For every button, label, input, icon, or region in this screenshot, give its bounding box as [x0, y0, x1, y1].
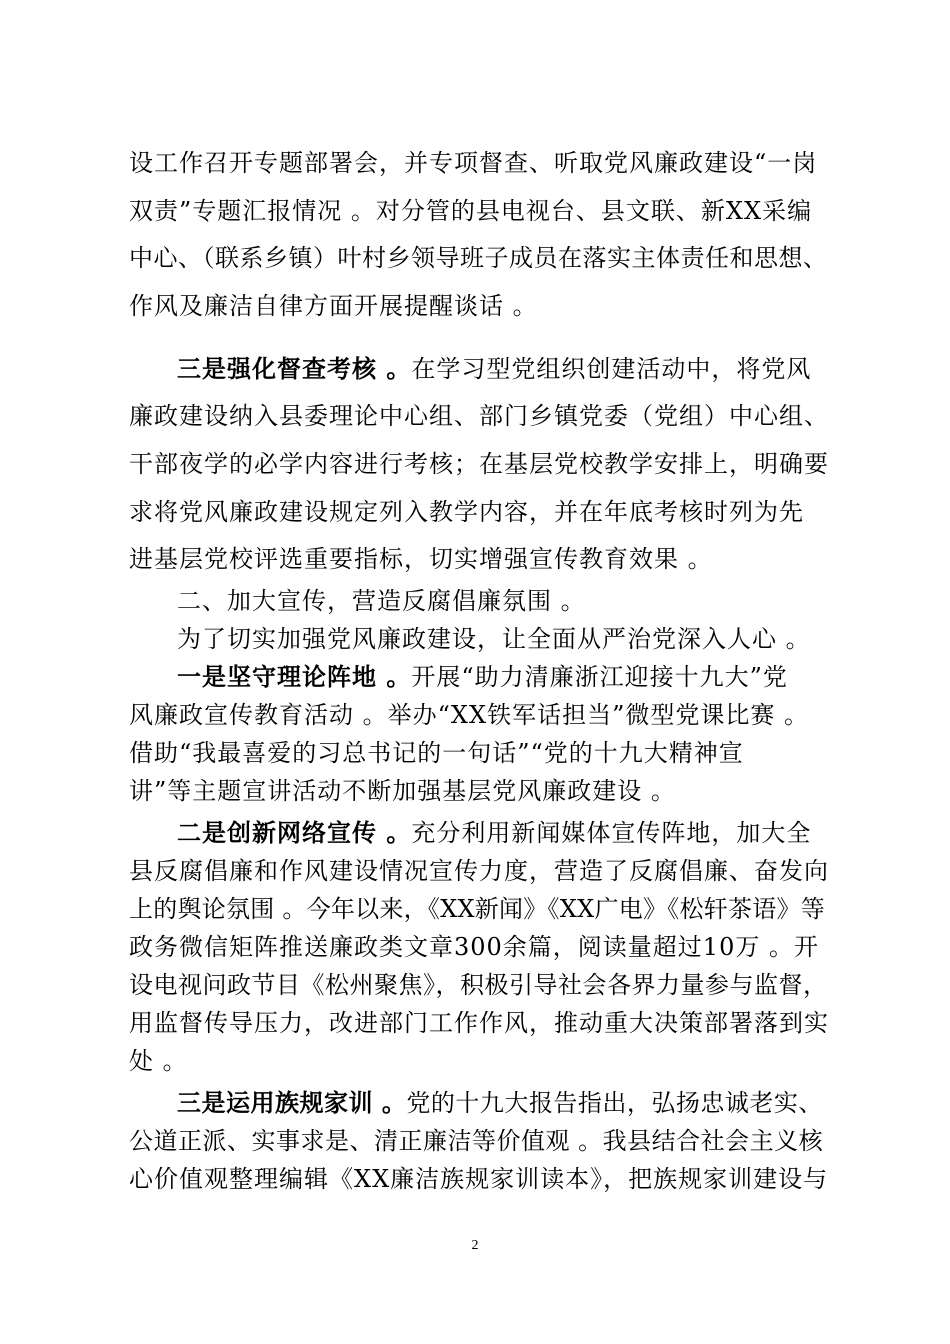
text-line [177, 624, 811, 654]
line-text: 干部夜学的必学内容进行考核；在基层党校教学安排上，明确要 [129, 450, 829, 478]
text-line [129, 932, 819, 962]
line-text: 廉政建设纳入县委理论中心组、部门乡镇党委（党组）中心组、 [129, 402, 829, 430]
line-text: 党的十九大报告指出，弘扬忠诚老实、 [406, 1089, 823, 1117]
text-line [177, 586, 586, 616]
line-text: 公道正派、实事求是、清正廉洁等价值观 。我县结合社会主义核 [129, 1127, 824, 1155]
text-line [129, 449, 829, 479]
line-text: 中心、（联系乡镇）叶村乡领导班子成员在落实主体责任和思想、 [129, 244, 828, 272]
text-line [129, 1008, 829, 1038]
bold-heading: 三是强化督查考核 。 [177, 354, 412, 383]
line-text: 心价值观整理编辑《XX廉洁族规家训读本》，把族规家训建设与 [129, 1165, 829, 1193]
text-line [129, 970, 828, 1000]
text-line [129, 1164, 828, 1194]
text-line [129, 497, 804, 527]
text-line [177, 354, 811, 384]
line-text: 用监督传导压力，改进部门工作作风，推动重大决策部署落到实 [129, 1009, 829, 1037]
bold-heading: 一是坚守理论阵地 。 [177, 662, 412, 691]
line-text: 双责”专题汇报情况 。对分管的县电视台、县文联、新XX采编 [129, 197, 813, 225]
text-line [129, 700, 809, 730]
text-line [129, 1126, 823, 1156]
text-line [129, 544, 713, 574]
line-text: 在学习型党组织创建活动中，将党风 [411, 355, 812, 383]
text-line [177, 1088, 823, 1118]
line-text: 充分利用新闻媒体宣传阵地，加大全 [411, 819, 812, 847]
text-line [177, 662, 788, 692]
bold-heading: 二是创新网络宣传 。 [177, 818, 412, 847]
line-text: 政务微信矩阵推送廉政类文章300余篇，阅读量超过10万 。开 [129, 933, 819, 961]
bold-heading: 三是运用族规家训 。 [177, 1088, 407, 1117]
line-text: 县反腐倡廉和作风建设情况宣传力度，营造了反腐倡廉、奋发向 [129, 857, 829, 885]
text-line [129, 291, 538, 321]
text-line [129, 776, 676, 806]
line-text: 上的舆论氛围 。今年以来，《XX新闻》《XX广电》《松轩茶语》等 [129, 895, 825, 923]
line-text: 风廉政宣传教育活动 。举办“XX铁军话担当”微型党课比赛 。 [129, 701, 809, 729]
text-line [129, 401, 829, 431]
line-text: 二、加大宣传，营造反腐倡廉氛围 。 [177, 587, 586, 615]
line-text: 设电视问政节目《松州聚焦》，积极引导社会各界力量参与监督， [129, 971, 828, 999]
line-text: 进基层党校评选重要指标，切实增强宣传教育效果 。 [129, 545, 713, 573]
line-text: 为了切实加强党风廉政建设，让全面从严治党深入人心 。 [177, 625, 811, 653]
text-line [129, 856, 829, 886]
line-text: 设工作召开专题部署会，并专项督查、听取党风廉政建设“一岗 [129, 149, 818, 177]
line-text: 处 。 [129, 1047, 188, 1075]
text-line [129, 1046, 188, 1076]
text-line [129, 738, 744, 768]
text-line [129, 196, 812, 226]
line-text: 作风及廉洁自律方面开展提醒谈话 。 [129, 292, 538, 320]
text-line [177, 818, 811, 848]
text-line [129, 148, 817, 178]
line-text: 讲”等主题宣讲活动不断加强基层党风廉政建设 。 [129, 777, 676, 805]
text-line [129, 894, 825, 924]
text-line [129, 243, 828, 273]
line-text: 求将党风廉政建设规定列入教学内容，并在年底考核时列为先 [129, 498, 804, 526]
page-number: 2 [471, 1238, 479, 1253]
line-text: 借助“我最喜爱的习总书记的一句话”“党的十九大精神宣 [129, 739, 744, 767]
line-text: 开展“助力清廉浙江迎接十九大”党 [411, 663, 788, 691]
